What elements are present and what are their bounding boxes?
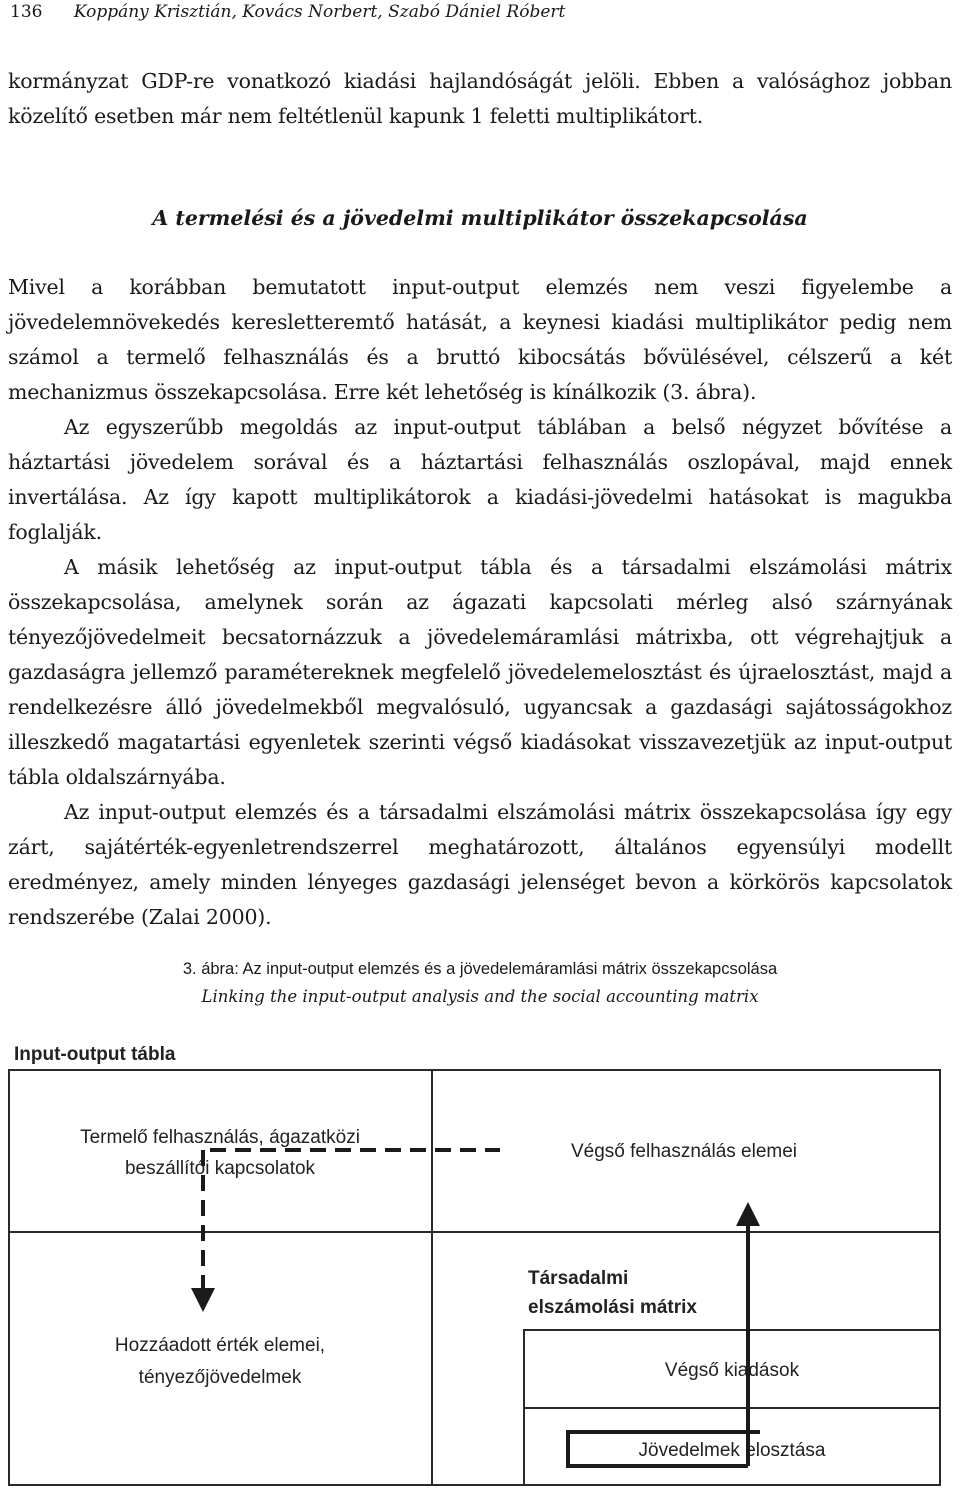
sam-title-line2: elszámolási mátrix — [528, 1297, 697, 1318]
quadrant-intermediate-use-line1: Termelő felhasználás, ágazatközi — [80, 1127, 360, 1148]
figure-caption-hu: 3. ábra: Az input-output elemzés és a jövedelemáramlási mátrix összekapcsolása — [182, 960, 778, 978]
figure-caption-en: Linking the input-output analysis and the social accounting matrix — [201, 987, 759, 1006]
paragraph: kormányzat GDP-re vonatkozó kiadási hajlandóságát jelöli. Ebben a valósághoz jobban közelítő esetben már nem feltétlenül kapunk 1 feletti multiplikátort. — [8, 69, 952, 128]
running-header-authors: Koppány Krisztián, Kovács Norbert, Szabó Dániel Róbert — [73, 2, 566, 22]
quadrant-value-added-line2: tényezőjövedelmek — [138, 1367, 302, 1388]
sam-title-line1: Társadalmi — [528, 1268, 629, 1289]
paragraph: Az egyszerűbb megoldás az input-output táblában a belső négyzet bővítése a háztartási jövedelem sorával és a háztartási felhasználás oszlopával, majd ennek invertálása. Az így kapott multiplikátorok a kiadási-jövedelmi hatásokat is magukba foglalják. — [8, 415, 952, 544]
sam-final-expenditure: Végső kiadások — [664, 1360, 800, 1381]
quadrant-intermediate-use-line2: beszállítói kapcsolatok — [124, 1158, 316, 1179]
io-table-title: Input-output tábla — [14, 1044, 176, 1065]
sam-income-distribution: Jövedelmek elosztása — [638, 1440, 826, 1461]
page-number: 136 — [10, 2, 43, 22]
quadrant-value-added-line1: Hozzáadott érték elemei, — [114, 1335, 326, 1356]
paragraph: A másik lehetőség az input-output tábla és a társadalmi elszámolási mátrix összekapcsolása, amelynek során az ágazati kapcsolati mérleg alsó szárnyának tényezőjövedelmeit becsatornázzuk a jövedelemáramlási mátrixba, ott végrehajtjuk a gazdaságra jellemző paramétereknek megfelelő jövedelemelosztást és újraelosztást, majd a rendelkezésre álló jövedelmekből megvalósuló, ugyancsak a gazdasági sajátosságokhoz illeszkedő magatartási egyenletek szerinti végső kiadásokat visszavezetjük az input-output tábla oldalszárnyába. — [8, 555, 952, 789]
paragraph: Mivel a korábban bemutatott input-output elemzés nem veszi figyelembe a jövedelemnövekedés keresletteremtő hatását, a keynesi kiadási multiplikátor pedig nem számol a termelő felhasználás és a bruttó kibocsátás bővülésével, célszerű a két mechanizmus összekapcsolása. Erre két lehetőség is kínálkozik (3. ábra). — [8, 275, 952, 404]
paragraph: Az input-output elemzés és a társadalmi elszámolási mátrix összekapcsolása így egy zárt, sajátérték-egyenletrendszerrel meghatározott, általános egyensúlyi modellt eredményez, amely minden lényeges gazdasági jelenséget bevon a körkörös kapcsolatok rendszerébe (Zalai 2000). — [8, 800, 952, 929]
section-title: A termelési és a jövedelmi multiplikátor összekapcsolása — [152, 206, 808, 230]
quadrant-final-use: Végső felhasználás elemei — [570, 1141, 798, 1162]
